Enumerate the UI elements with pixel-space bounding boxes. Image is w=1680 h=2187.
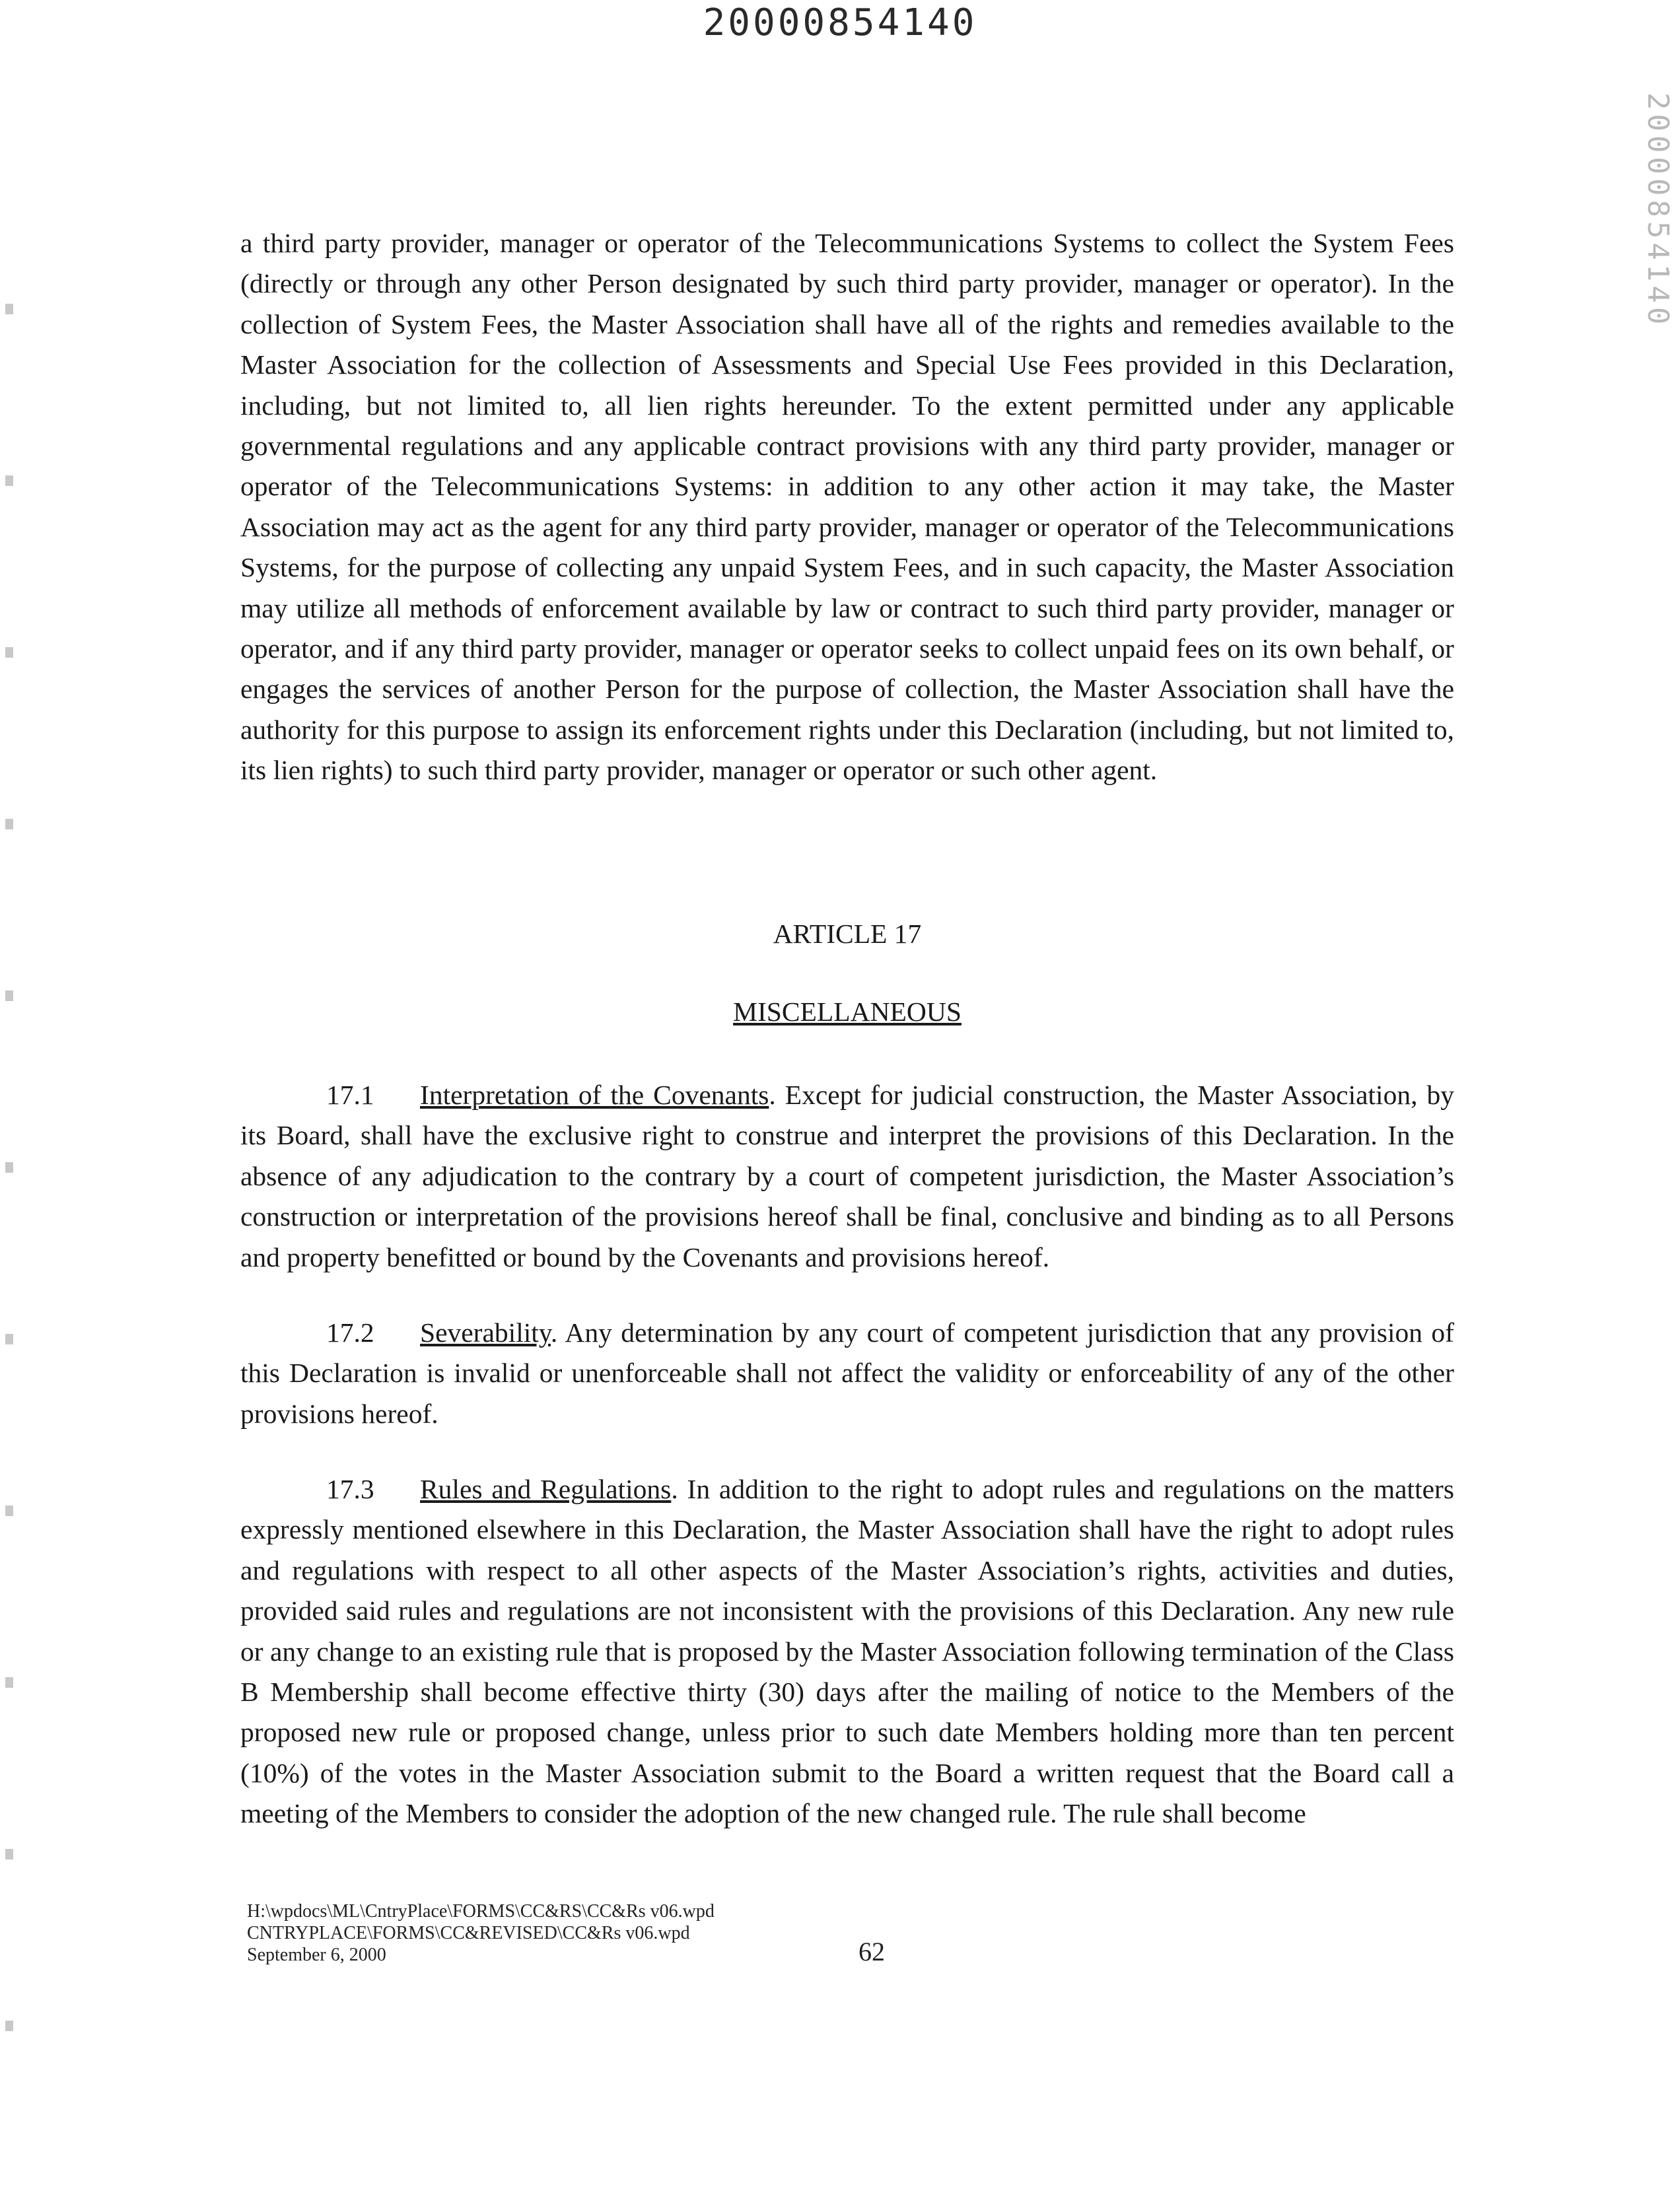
paragraph-text: a third party provider, manager or operator of the Telecommunications Systems to collect the System Fees (directly or through any other Person designated by such third party provider, manager or operator). In the collection of System Fees, the Master Association shall have all of the rights and remedies available to the Master Association for the collection of Assessments and Special Use Fees provided in this Declaration, including, but not limited to, all lien rights hereunder. To the extent permitted under any applicable governmental regulations and any applicable contract provisions with any third party provider, manager or operator of the Telecommunications Systems: in addition to any other action it may take, the Master Association may act as the agent for any third party provider, manager or operator of the Telecommunications Systems, for the purpose of collecting any unpaid System Fees, and in such capacity, the Master Association may utilize all methods of enforcement available by law or contract to such third party provider, manager or operator, and if any third party provider, manager or operator seeks to collect unpaid fees on its own behalf, or engages the services of another Person for the purpose of collection, the Master Association shall have the authority for this purpose to assign its enforcement rights under this Declaration (including, but not limited to, its lien rights) to such third party provider, manager or operator or such other agent.	[240, 228, 1454, 786]
side-stamp: 20000854140	[1641, 92, 1675, 329]
footer	[247, 1900, 715, 1966]
section-number: 17.1	[326, 1080, 374, 1110]
section-text: . Except for judicial construction, the Master Association, by its Board, shall have the exclusive right to construe and interpret the provisions of this Declaration. In the absence of any adjudication to the contrary by a court of competent jurisdiction, the Master Association’s construction or interpretation of the provisions hereof shall be final, conclusive and binding as to all Persons and property benefitted or bound by the Covenants and provisions hereof.	[240, 1080, 1454, 1272]
section-text: . Any determination by any court of competent jurisdiction that any provision of this Declaration is invalid or unenforceable shall not affect the validity or enforceability of any of the other provisions hereof.	[240, 1317, 1454, 1429]
section-number: 17.3	[326, 1474, 374, 1504]
article-title: MISCELLANEOUS	[733, 996, 962, 1027]
section-heading: Rules and Regulations	[420, 1474, 672, 1504]
article-number: ARTICLE 17	[773, 919, 922, 949]
section-heading: Interpretation of the Covenants	[420, 1080, 769, 1110]
footer-path-2: CNTRYPLACE\FORMS\CC&REVISED\CC&Rs v06.wpd	[247, 1923, 690, 1943]
section-17-2	[240, 1313, 1454, 1434]
section-17-3	[240, 1469, 1454, 1834]
section-text: . In addition to the right to adopt rules and regulations on the matters expressly mentioned elsewhere in this Declaration, the Master Association shall have the right to adopt rules and regulations with respect to all other aspects of the Master Association’s rights, activities and duties, provided said rules and regulations are not inconsistent with the provisions of this Declaration. Any new rule or any change to an existing rule that is proposed by the Master Association following termination of the Class B Membership shall become effective thirty (30) days after the mailing of notice to the Members of the proposed new rule or proposed change, unless prior to such date Members holding more than ten percent (10%) of the votes in the Master Association submit to the Board a written request that the Board call a meeting of the Members to consider the adoption of the new changed rule. The rule shall become	[240, 1474, 1454, 1829]
section-heading: Severability	[420, 1317, 551, 1348]
continued-paragraph	[240, 223, 1454, 791]
section-17-1	[240, 1075, 1454, 1278]
document-number: 20000854140	[703, 1, 977, 44]
page-number: 62	[858, 1937, 885, 1966]
section-number: 17.2	[326, 1317, 374, 1348]
footer-path-1: H:\wpdocs\ML\CntryPlace\FORMS\CC&RS\CC&Rs v06.wpd	[247, 1901, 715, 1922]
scan-edge-marks	[5, 198, 13, 2113]
footer-date: September 6, 2000	[247, 1945, 386, 1965]
